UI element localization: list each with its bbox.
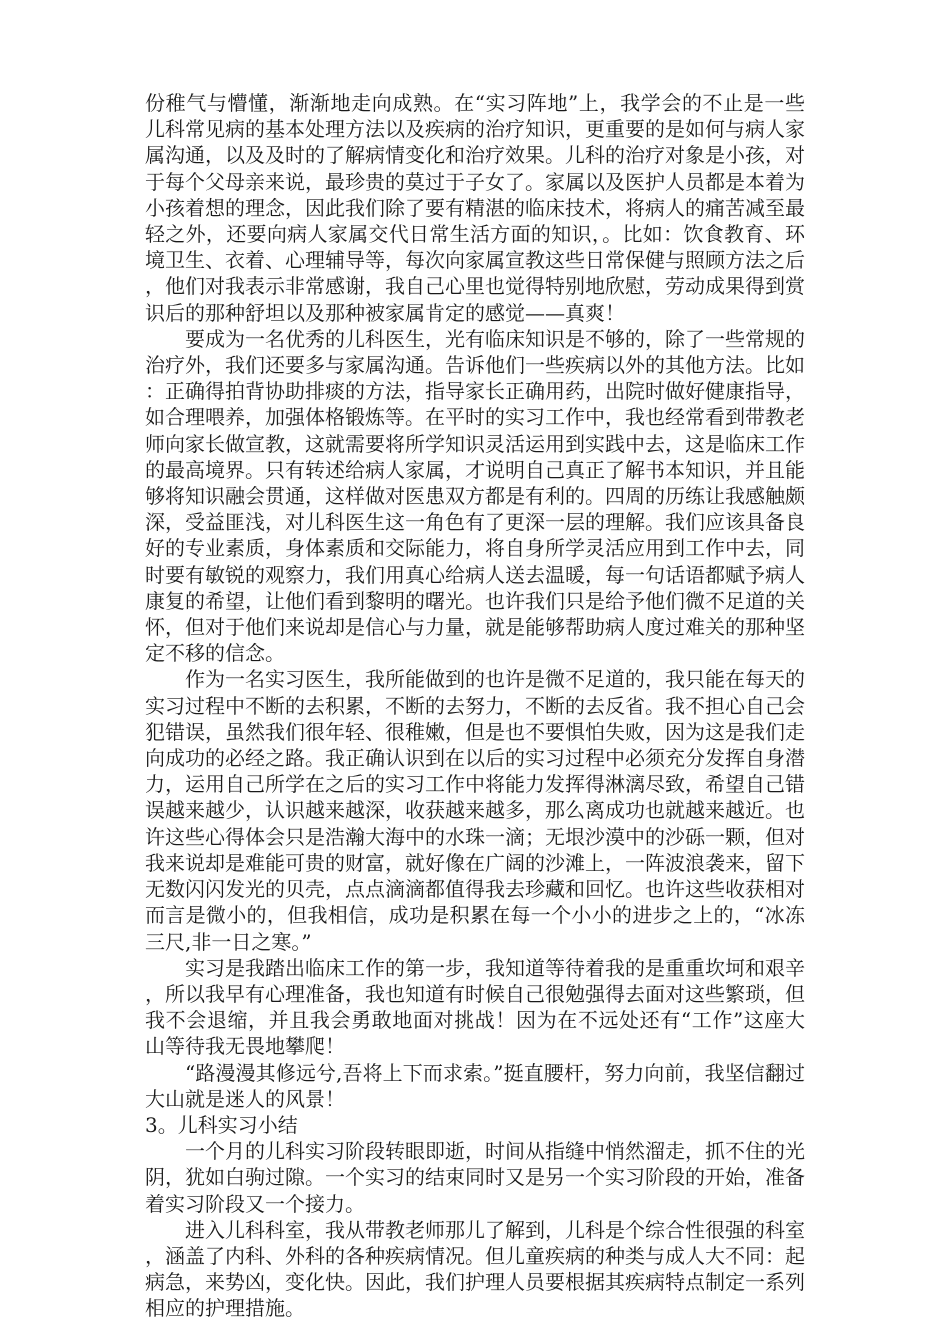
paragraph-6: 一个月的儿科实习阶段转眼即逝，时间从指缝中悄然溜走，抓不住的光阴，犹如白驹过隙。一个实习的结束同时又是另一个实习阶段的开始，准备着实习阶段又一个接力。 bbox=[145, 1139, 805, 1216]
paragraph-5: “路漫漫其修远兮,吾将上下而求索。”挺直腰杆，努力向前，我坚信翻过大山就是迷人的风景！ bbox=[145, 1060, 805, 1111]
paragraph-2: 要成为一名优秀的儿科医生，光有临床知识是不够的，除了一些常规的治疗外，我们还要多与家属沟通。告诉他们一些疾病以外的其他方法。比如：正确得拍背协助排痰的方法，指导家长正确用药，出院时做好健康指导，如合理喂养，加强体格锻炼等。在平时的实习工作中，我也经常看到带教老师向家长做宣教，这就需要将所学知识灵活运用到实践中去，这是临床工作的最高境界。只有转述给病人家属，才说明自己真正了解书本知识，并且能够将知识融会贯通，这样做对医患双方都是有利的。四周的历练让我感触颇深，受益匪浅，对儿科医生这一角色有了更深一层的理解。我们应该具备良好的专业素质，身体素质和交际能力，将自身所学灵活应用到工作中去，同时要有敏锐的观察力，我们用真心给病人送去温暖，每一句话语都赋予病人康复的希望，让他们看到黎明的曙光。也许我们只是给予他们微不足道的关怀，但对于他们来说却是信心与力量，就是能够帮助病人度过难关的那种坚定不移的信念。 bbox=[145, 326, 805, 666]
paragraph-7: 进入儿科科室，我从带教老师那儿了解到，儿科是个综合性很强的科室，涵盖了内科、外科的各种疾病情况。但儿童疾病的种类与成人大不同：起病急，来势凶，变化快。因此，我们护理人员要根据其疾病特点制定一系列相应的护理措施。 bbox=[145, 1217, 805, 1321]
section-heading: 3。儿科实习小结 bbox=[145, 1112, 298, 1137]
paragraph-4: 实习是我踏出临床工作的第一步，我知道等待着我的是重重坎坷和艰辛，所以我早有心理准备，我也知道有时候自己很勉强得去面对这些繁琐，但我不会退缩，并且我会勇敢地面对挑战！因为在不远处还有“工作”这座大山等待我无畏地攀爬！ bbox=[145, 955, 805, 1059]
document-page bbox=[145, 90, 805, 1322]
paragraph-3: 作为一名实习医生，我所能做到的也许是微不足道的，我只能在每天的实习过程中不断的去积累，不断的去努力，不断的去反省。我不担心自己会犯错误，虽然我们很年轻、很稚嫩，但是也不要惧怕失败，因为这是我们走向成功的必经之路。我正确认识到在以后的实习过程中必须充分发挥自身潜力，运用自己所学在之后的实习工作中将能力发挥得淋漓尽致，希望自己错误越来越少，认识越来越深，收获越来越多，那么离成功也就越来越近。也许这些心得体会只是浩瀚大海中的水珠一滴；无垠沙漠中的沙砾一颗，但对我来说却是难能可贵的财富，就好像在广阔的沙滩上，一阵波浪袭来，留下无数闪闪发光的贝壳，点点滴滴都值得我去珍藏和回忆。也许这些收获相对而言是微小的，但我相信，成功是积累在每一个小小的进步之上的，“冰冻三尺,非一日之寒。” bbox=[145, 667, 805, 954]
paragraph-1: 份稚气与懵懂，渐渐地走向成熟。在“实习阵地”上，我学会的不止是一些儿科常见病的基本处理方法以及疾病的治疗知识，更重要的是如何与病人家属沟通，以及及时的了解病情变化和治疗效果。儿科的治疗对象是小孩，对于每个父母亲来说，最珍贵的莫过于子女了。家属以及医护人员都是本着为小孩着想的理念，因此我们除了要有精湛的临床技术，将病人的痛苦减至最轻之外，还要向病人家属交代日常生活方面的知识，。比如：饮食教育、环境卫生、衣着、心理辅导等，每次向家属宣教这些日常保健与照顾方法之后，他们对我表示非常感谢，我自己心里也觉得特别地欣慰，劳动成果得到赏识后的那种舒坦以及那种被家属肯定的感觉——真爽！ bbox=[145, 91, 805, 325]
